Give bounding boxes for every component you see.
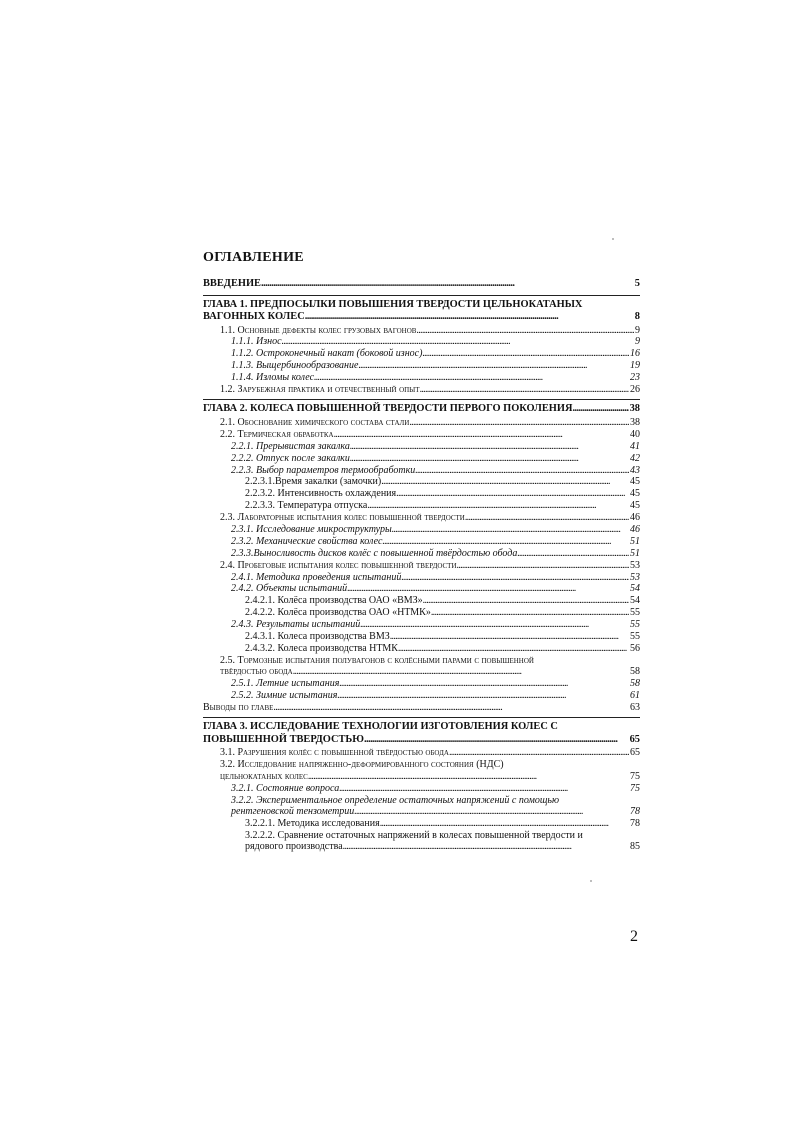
toc-entry-title: 1.1.4. Изломы колес [231,372,315,384]
toc-entry-page: 23 [630,372,640,384]
toc-entry-title: 2.4.2.1. Колёса производства ОАО «ВМЗ» [245,595,423,607]
chapter-divider [203,717,640,718]
toc-entry-title: 2.2.2. Отпуск после закалки [231,452,350,464]
dot-leader [382,536,629,548]
toc-entry [203,795,640,818]
toc-entry-title: 2.2. Термическая обработка [220,428,334,440]
dot-leader [314,372,629,384]
dot-leader [350,441,629,453]
toc-entry-title: 2.5.1. Летние испытания [231,678,340,690]
toc-entry-title: 2.2.3.1.Время закалки (замочки) [245,476,382,488]
toc-entry [203,759,640,782]
toc-entry-title: 2.4.2. Объекты испытаний [231,583,348,595]
dot-leader [261,278,634,291]
toc-entry-title: 3.2.2.2. Сравнение остаточных напряжений в колесах повышенной твердости и [245,829,583,841]
toc-entry [203,465,640,477]
toc-entry-title: 2.3. Лабораторные испытания колес повышенной твердости [220,512,465,524]
toc-entry-page: 45 [630,476,640,488]
toc-entry-page: 43 [630,464,640,476]
toc-entry [203,607,640,619]
toc-entry [203,524,640,536]
toc-entry-page: 9 [635,324,640,336]
toc-entry [203,560,640,572]
toc-entry [203,453,640,465]
toc-entry-title: 2.4.2.2. Колёса производства ОАО «НТМК» [245,607,431,619]
toc-entry-title-continued: ПОВЫШЕННОЙ ТВЕРДОСТЬЮ [203,733,364,745]
toc-entry-page: 5 [634,278,640,289]
toc-entry-title: 3.2.2. Экспериментальное определение остаточных напряжений с помощью [231,794,559,806]
dot-leader [343,841,629,853]
dot-leader [305,311,634,324]
toc-entry [203,488,640,500]
toc-entry-title: 2.4.3. Результаты испытаний [231,619,361,631]
toc-entry-page: 78 [630,818,640,829]
dot-leader [339,783,629,795]
toc-entry-title: ГЛАВА 2. КОЛЕСА ПОВЫШЕННОЙ ТВЕРДОСТИ ПЕРВОГО ПОКОЛЕНИЯ [203,403,573,415]
toc-entry-page: 8 [634,311,640,322]
toc-entry-title: 2.1. Обоснование химического состава стали [220,416,410,428]
dot-leader [308,771,629,783]
toc-entry-title: 2.2.3. Выбор параметров термообработки [231,464,416,476]
dot-leader [449,747,629,759]
toc-entry-page: 19 [630,360,640,372]
chapter-divider [203,295,640,296]
dot-leader [358,360,629,372]
toc-entry-title: 1.2. Зарубежная практика и отечественный опыт [220,383,420,395]
toc-entry-title: 3.2.2.1. Методика исследования [245,818,380,829]
toc-entry-page: 42 [630,452,640,464]
toc-entry-title: 1.1.3. Выщербинообразование [231,360,359,372]
toc-entry [203,595,640,607]
toc-entry-page: 41 [630,440,640,452]
dot-leader [282,336,634,348]
dot-leader [273,702,629,714]
toc-entry-title: 2.5.2. Зимние испытания [231,690,338,702]
toc-entry-title: ГЛАВА 3. ИССЛЕДОВАНИЕ ТЕХНОЛОГИИ ИЗГОТОВЛЕНИЯ КОЛЕС С [203,721,558,733]
dot-leader [337,690,629,702]
dot-leader [423,595,629,607]
dot-leader [392,524,629,536]
toc-entry [203,417,640,429]
toc-entry [203,384,640,396]
page-number: 2 [630,928,638,945]
toc-entry-page: 9 [635,336,640,348]
toc-entry-title: 2.2.3.2. Интенсивность охлаждения [245,488,397,500]
dot-leader [364,734,629,747]
toc-entry [203,643,640,655]
toc-entry-page: 65 [629,733,640,745]
dot-leader [457,560,629,572]
toc-entry-page: 55 [630,630,640,642]
toc-entry-title: 3.2.1. Состояние вопроса [231,782,340,794]
scan-speck [612,238,614,240]
toc-entry-title-continued: рядового производства [245,841,343,853]
toc-entry-title: 1.1.1. Износ [231,336,282,348]
dot-leader [334,429,629,441]
toc-chapter-entry [203,721,640,746]
toc-entry-page: 53 [630,571,640,583]
chapter-divider [203,399,640,400]
toc-entry [203,360,640,372]
toc-entry-title: 3.2. Исследование напряженно-деформированного состояния (НДС) [220,759,504,771]
toc-entry [203,512,640,524]
toc-chapter-entry [203,299,640,324]
toc-entry-page: 61 [630,690,640,702]
toc-entry-title: 3.1. Разрушения колёс с повышенной твёрдостью обода [220,747,449,759]
toc-entry [203,655,640,678]
dot-leader [350,453,629,465]
toc-entry-title: 2.4.3.2. Колеса производства НТМК [245,642,398,654]
toc-entry-title: 2.3.3.Выносливость дисков колёс с повышенной твёрдостью обода [231,547,518,559]
toc-entry [203,325,640,337]
toc-entry [203,336,640,348]
toc-entry-title: 2.5. Тормозные испытания полувагонов с колёсными парами с повышенной [220,654,534,666]
toc-entry [203,536,640,548]
dot-leader [409,417,629,429]
toc-chapter-entry [203,403,640,416]
toc-entry-page: 54 [630,583,640,595]
toc-entry-page: 63 [630,701,640,713]
toc-entry [203,583,640,595]
toc-entry-page: 46 [630,523,640,535]
toc-entry [203,476,640,488]
toc-entry [203,429,640,441]
dot-leader [354,806,629,818]
toc-entry-title: Выводы по главе [203,701,274,713]
toc-entry-title: 1.1.2. Остроконечный накат (боковой износ) [231,348,423,360]
toc-entry-page: 85 [630,841,640,853]
toc-entry-page: 53 [630,559,640,571]
toc-entry-page: 75 [630,782,640,794]
dot-leader [293,666,629,678]
toc-entry-title: ГЛАВА 1. ПРЕДПОСЫЛКИ ПОВЫШЕНИЯ ТВЕРДОСТИ ЦЕЛЬНОКАТАНЫХ [203,298,583,310]
toc-entry-page: 45 [630,500,640,512]
dot-leader [339,678,629,690]
toc-entry [203,631,640,643]
toc-entry [203,548,640,560]
toc-entry-title: 2.3.2. Механические свойства колес [231,535,383,547]
toc-entry [203,500,640,512]
toc-entry-page: 38 [630,416,640,428]
toc-entry [203,678,640,690]
dot-leader [416,325,634,337]
dot-leader [572,403,628,416]
toc-entry-page: 75 [630,770,640,782]
toc-entry-page: 46 [630,512,640,524]
toc-entry-page: 51 [630,535,640,547]
toc-entry [203,818,640,830]
dot-leader [396,488,629,500]
toc-entry-title: 1.1. Основные дефекты колес грузовых вагонов [220,324,417,336]
toc-entry [203,372,640,384]
dot-leader [422,348,629,360]
toc-entry [203,619,640,631]
toc-entry-page: 26 [630,383,640,395]
toc-entry-page: 45 [630,488,640,500]
dot-leader [360,619,629,631]
dot-leader [398,643,629,655]
toc-entry-title-continued: ВАГОННЫХ КОЛЕС [203,311,305,322]
dot-leader [465,512,629,524]
toc-entry-page: 56 [630,642,640,654]
table-of-contents [203,278,640,853]
dot-leader [431,607,629,619]
toc-entry-title-continued: цельнокатаных колес [220,770,308,782]
toc-entry-title: 2.4.1. Методика проведения испытаний [231,571,402,583]
toc-entry-title-continued: рентгеновской тензометрии [231,806,355,818]
toc-entry-title: 2.4. Пробеговые испытания колес повышенной твердости [220,559,457,571]
dot-leader [381,476,629,488]
toc-entry-page: 65 [630,747,640,759]
toc-entry-page: 16 [630,348,640,360]
dot-leader [420,384,629,396]
toc-entry-page: 40 [630,428,640,440]
toc-entry [203,830,640,853]
toc-chapter-entry [203,278,640,291]
toc-entry [203,348,640,360]
toc-entry-title: ВВЕДЕНИЕ [203,278,261,289]
toc-entry-page: 58 [630,666,640,678]
scan-speck [590,880,592,882]
toc-entry-title-continued: твёрдостью обода [220,666,293,678]
toc-entry [203,783,640,795]
toc-entry-page: 55 [630,607,640,619]
toc-entry [203,702,640,714]
toc-entry-page: 51 [630,547,640,559]
toc-entry-title: 2.3.1. Исследование микроструктуры [231,523,392,535]
toc-entry-page: 54 [630,595,640,607]
dot-leader [367,500,629,512]
toc-entry-page: 58 [630,678,640,690]
toc-entry-title: 2.2.3.3. Температура отпуска [245,500,368,512]
toc-entry [203,690,640,702]
dot-leader [517,548,629,560]
toc-entry-page: 55 [630,619,640,631]
toc-entry [203,572,640,584]
toc-entry-title: 2.2.1. Прерывистая закалка [231,440,350,452]
dot-leader [401,572,629,584]
toc-title: ОГЛАВЛЕНИЕ [203,250,304,265]
dot-leader [380,818,629,830]
toc-entry [203,441,640,453]
dot-leader [347,583,629,595]
toc-entry-page: 78 [630,806,640,818]
toc-entry-title: 2.4.3.1. Колеса производства ВМЗ [245,630,390,642]
toc-entry [203,747,640,759]
toc-entry-page: 38 [629,403,640,415]
dot-leader [390,631,629,643]
dot-leader [415,465,629,477]
